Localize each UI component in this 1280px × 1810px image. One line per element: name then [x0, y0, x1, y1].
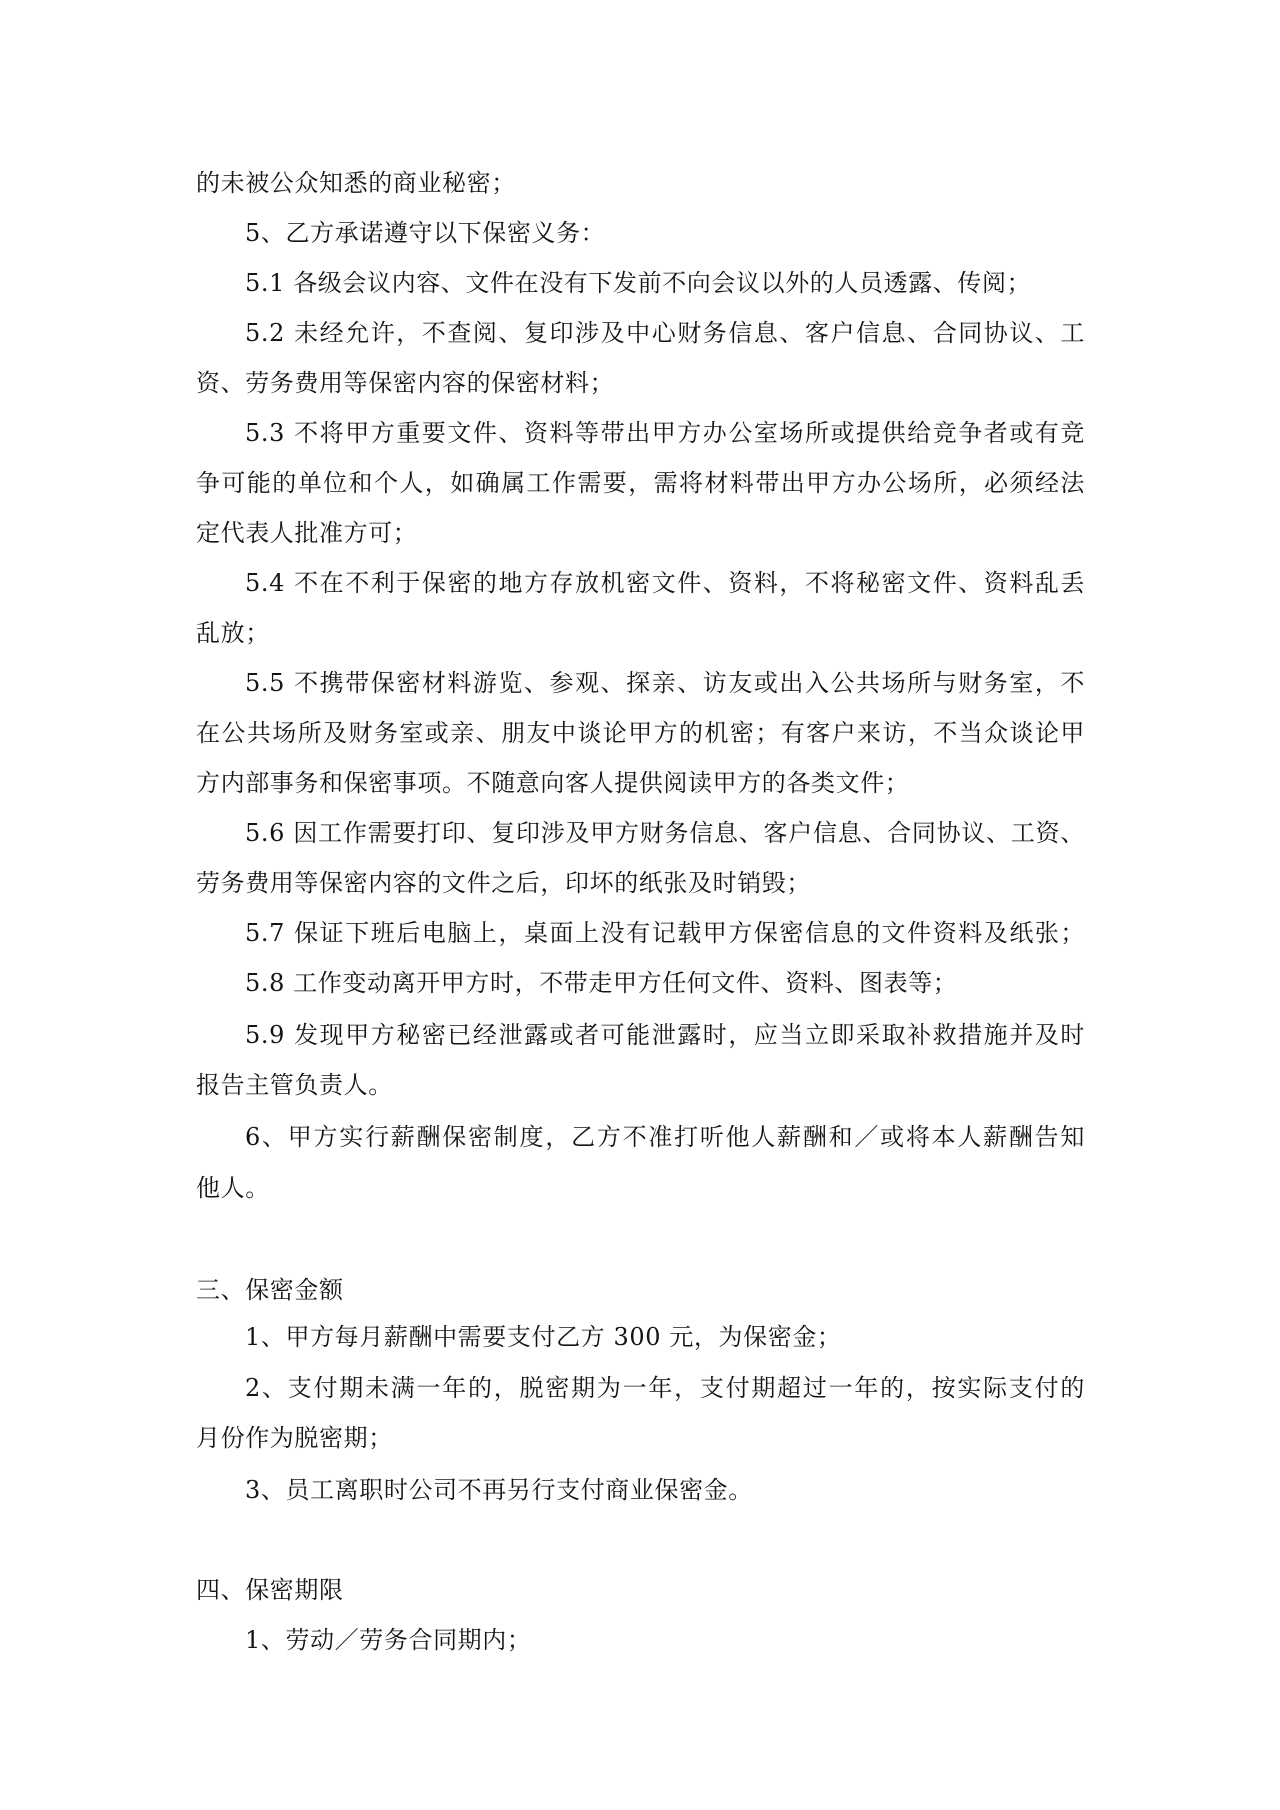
text-line: 3、员工离职时公司不再另行支付商业保密金。 — [245, 1476, 753, 1504]
text-line: 5.4 不在不利于保密的地方存放机密文件、资料，不将秘密文件、资料乱丢 — [245, 569, 1085, 597]
text-line: 5.9 发现甲方秘密已经泄露或者可能泄露时，应当立即采取补救措施并及时 — [245, 1021, 1085, 1049]
text-line: 报告主管负责人。 — [196, 1071, 393, 1099]
text-line: 劳务费用等保密内容的文件之后，印坏的纸张及时销毁； — [196, 869, 811, 897]
text-line: 2、支付期未满一年的，脱密期为一年，支付期超过一年的，按实际支付的 — [245, 1374, 1085, 1402]
text-line: 定代表人批准方可； — [196, 519, 418, 547]
text-line: 方内部事务和保密事项。不随意向客人提供阅读甲方的各类文件； — [196, 769, 910, 797]
text-line: 5.5 不携带保密材料游览、参观、探亲、访友或出入公共场所与财务室，不 — [245, 669, 1085, 697]
text-line: 5.2 未经允许，不查阅、复印涉及中心财务信息、客户信息、合同协议、工 — [245, 319, 1085, 347]
text-line: 5.3 不将甲方重要文件、资料等带出甲方办公室场所或提供给竞争者或有竞 — [245, 419, 1085, 447]
text-line: 1、劳动／劳务合同期内； — [245, 1626, 532, 1654]
text-line: 6、甲方实行薪酬保密制度，乙方不准打听他人薪酬和／或将本人薪酬告知 — [245, 1123, 1085, 1151]
text-line: 月份作为脱密期； — [196, 1424, 393, 1452]
text-line: 三、保密金额 — [196, 1276, 344, 1304]
text-line: 他人。 — [196, 1174, 270, 1202]
text-line: 5.1 各级会议内容、文件在没有下发前不向会议以外的人员透露、传阅； — [245, 269, 1032, 297]
text-line: 1、甲方每月薪酬中需要支付乙方 300 元，为保密金； — [245, 1323, 842, 1351]
text-line: 5.8 工作变动离开甲方时，不带走甲方任何文件、资料、图表等； — [245, 969, 958, 997]
text-line: 资、劳务费用等保密内容的保密材料； — [196, 369, 615, 397]
text-line: 四、保密期限 — [196, 1576, 344, 1604]
text-line: 在公共场所及财务室或亲、朋友中谈论甲方的机密；有客户来访，不当众谈论甲 — [196, 719, 1085, 747]
text-line: 5、乙方承诺遵守以下保密义务： — [245, 219, 606, 247]
text-line: 5.7 保证下班后电脑上，桌面上没有记载甲方保密信息的文件资料及纸张； — [245, 919, 1085, 947]
text-line: 的未被公众知悉的商业秘密； — [196, 169, 516, 197]
text-line: 乱放； — [196, 619, 270, 647]
text-line: 5.6 因工作需要打印、复印涉及甲方财务信息、客户信息、合同协议、工资、 — [245, 819, 1085, 847]
text-line: 争可能的单位和个人，如确属工作需要，需将材料带出甲方办公场所，必须经法 — [196, 469, 1085, 497]
